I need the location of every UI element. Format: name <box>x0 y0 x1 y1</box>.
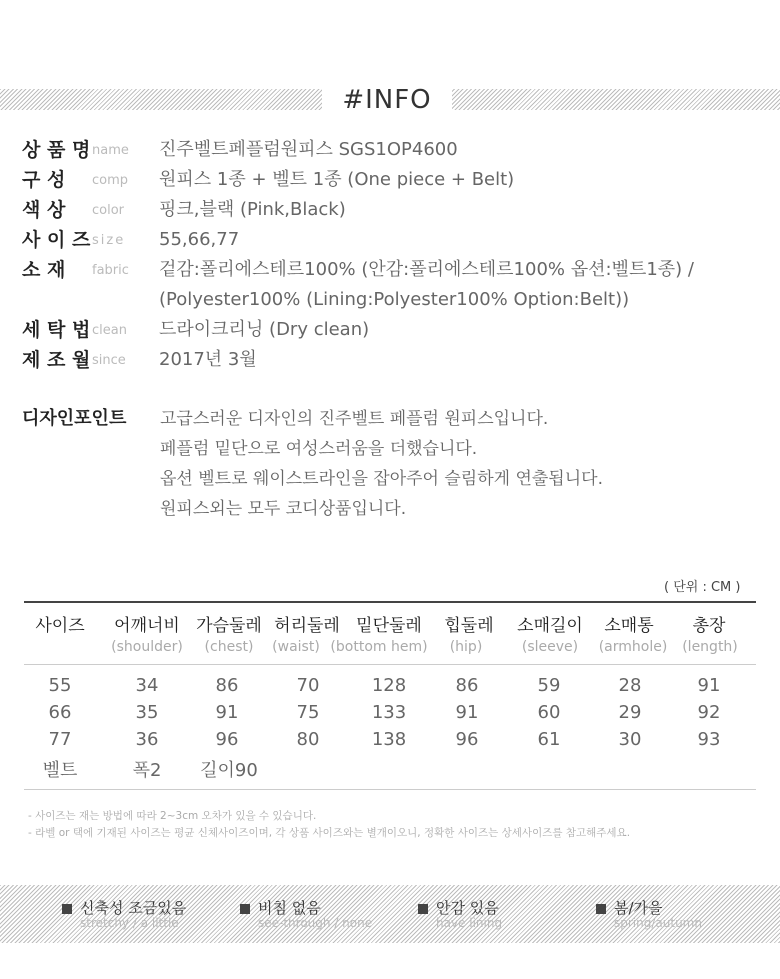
info-sublabel: color <box>92 203 125 218</box>
info-value: 원피스 1종 + 벨트 1종 (One piece + Belt) <box>159 169 515 190</box>
unit-note: ( 단위 : CM ) <box>664 580 741 595</box>
feature-sublabel: have lining <box>436 916 503 930</box>
col-header-armhole: 소매통 <box>604 616 654 636</box>
info-value: 55,66,77 <box>159 229 240 250</box>
table-cell: 91 <box>697 675 721 696</box>
info-label: 제 조 월 <box>22 349 91 371</box>
info-sublabel: fabric <box>92 263 129 278</box>
table-cell: 128 <box>371 675 407 696</box>
table-cell: 34 <box>135 675 159 696</box>
col-subheader-sleeve: (sleeve) <box>521 639 579 655</box>
col-subheader-length: (length) <box>682 639 738 655</box>
table-cell: 29 <box>618 702 642 723</box>
page-title: #INFO <box>322 83 452 117</box>
col-header-sleeve: 소매길이 <box>517 616 583 636</box>
feature-sublabel: spring/autumn <box>614 916 702 930</box>
square-bullet-icon <box>418 904 428 914</box>
table-cell: 133 <box>371 702 407 723</box>
col-subheader-waist: (waist) <box>272 639 320 655</box>
size-note: - 라벨 or 택에 기재된 사이즈는 평균 신체사이즈이며, 각 상품 사이즈와는 별개이오니, 정확한 사이즈는 상세사이즈를 참고해주세요. <box>28 827 631 839</box>
design-point-line: 원피스외는 모두 코디상품입니다. <box>160 499 407 519</box>
table-cell: 77 <box>48 729 72 750</box>
info-value: 드라이크리닝 (Dry clean) <box>159 319 370 340</box>
col-subheader-bottom-hem: (bottom hem) <box>330 639 428 655</box>
col-subheader-shoulder: (shoulder) <box>111 639 183 655</box>
table-top-rule <box>24 601 756 603</box>
table-cell: 96 <box>215 729 239 750</box>
size-note: - 사이즈는 재는 방법에 따라 2~3cm 오차가 있을 수 있습니다. <box>28 810 317 822</box>
table-bottom-rule <box>24 789 756 790</box>
square-bullet-icon <box>596 904 606 914</box>
col-header-waist: 허리둘레 <box>274 616 340 636</box>
col-subheader-chest: (chest) <box>204 639 254 655</box>
table-cell: 138 <box>371 729 407 750</box>
table-cell: 28 <box>618 675 642 696</box>
info-value: 핑크,블랙 (Pink,Black) <box>159 199 346 220</box>
info-label: 소 재 <box>22 259 66 281</box>
info-label: 상 품 명 <box>22 139 91 161</box>
info-label: 구 성 <box>22 169 66 191</box>
info-sublabel: name <box>92 143 129 158</box>
info-value-second-line: (Polyester100% (Lining:Polyester100% Option:Belt)) <box>159 289 630 310</box>
col-subheader-hip: (hip) <box>449 639 483 655</box>
feature-sublabel: see-through / none <box>258 916 373 930</box>
table-cell: 55 <box>48 675 72 696</box>
table-cell: 60 <box>537 702 561 723</box>
table-cell: 80 <box>296 729 320 750</box>
info-value: 2017년 3월 <box>159 349 257 370</box>
info-sublabel: clean <box>92 323 127 338</box>
info-value: 진주벨트페플럼원피스 SGS1OP4600 <box>159 139 458 160</box>
table-cell: 75 <box>296 702 320 723</box>
design-point-line: 옵션 벨트로 웨이스트라인을 잡아주어 슬림하게 연출됩니다. <box>160 469 603 489</box>
col-subheader-armhole: (armhole) <box>598 639 668 655</box>
feature-sublabel: stretchy / a little <box>80 916 179 930</box>
square-bullet-icon <box>240 904 250 914</box>
table-cell-belt: 폭2 <box>132 760 162 781</box>
col-header-size: 사이즈 <box>35 616 85 636</box>
table-header-rule <box>24 664 756 665</box>
info-value: 겉감:폴리에스테르100% (안감:폴리에스테르100% 옵션:벨트1종) / <box>159 259 694 280</box>
info-sublabel: size <box>92 233 126 248</box>
col-header-shoulder: 어깨너비 <box>114 616 180 636</box>
design-point-line: 고급스러운 디자인의 진주벨트 페플럼 원피스입니다. <box>160 409 549 429</box>
table-cell: 70 <box>296 675 320 696</box>
table-cell: 86 <box>455 675 479 696</box>
col-header-chest: 가슴둘레 <box>196 616 262 636</box>
col-header-length: 총장 <box>692 616 726 636</box>
table-cell: 66 <box>48 702 72 723</box>
feature-label: 안감 있음 <box>436 899 499 917</box>
design-point-line: 페플럼 밑단으로 여성스러움을 더했습니다. <box>160 439 478 459</box>
info-sublabel: since <box>92 353 126 368</box>
info-label: 세 탁 법 <box>22 319 91 341</box>
table-cell: 96 <box>455 729 479 750</box>
info-sublabel: comp <box>92 173 129 188</box>
feature-label: 봄/가을 <box>614 899 663 917</box>
info-label: 사 이 즈 <box>22 229 91 251</box>
col-header-bottom-hem: 밑단둘레 <box>356 616 422 636</box>
table-cell-belt: 벨트 <box>42 760 78 781</box>
table-cell: 91 <box>215 702 239 723</box>
feature-label: 신축성 조금있음 <box>80 899 187 917</box>
table-cell: 92 <box>697 702 721 723</box>
square-bullet-icon <box>62 904 72 914</box>
col-header-hip: 힙둘레 <box>444 616 494 636</box>
table-cell: 93 <box>697 729 721 750</box>
table-cell: 59 <box>537 675 561 696</box>
info-label: 색 상 <box>22 199 66 221</box>
table-cell: 30 <box>618 729 642 750</box>
design-point-label: 디자인포인트 <box>22 408 127 429</box>
table-cell: 36 <box>135 729 159 750</box>
table-cell: 35 <box>135 702 159 723</box>
table-cell: 86 <box>215 675 239 696</box>
table-cell: 61 <box>537 729 561 750</box>
table-cell-belt: 길이90 <box>200 760 258 781</box>
table-cell: 91 <box>455 702 479 723</box>
feature-label: 비침 없음 <box>258 899 321 917</box>
